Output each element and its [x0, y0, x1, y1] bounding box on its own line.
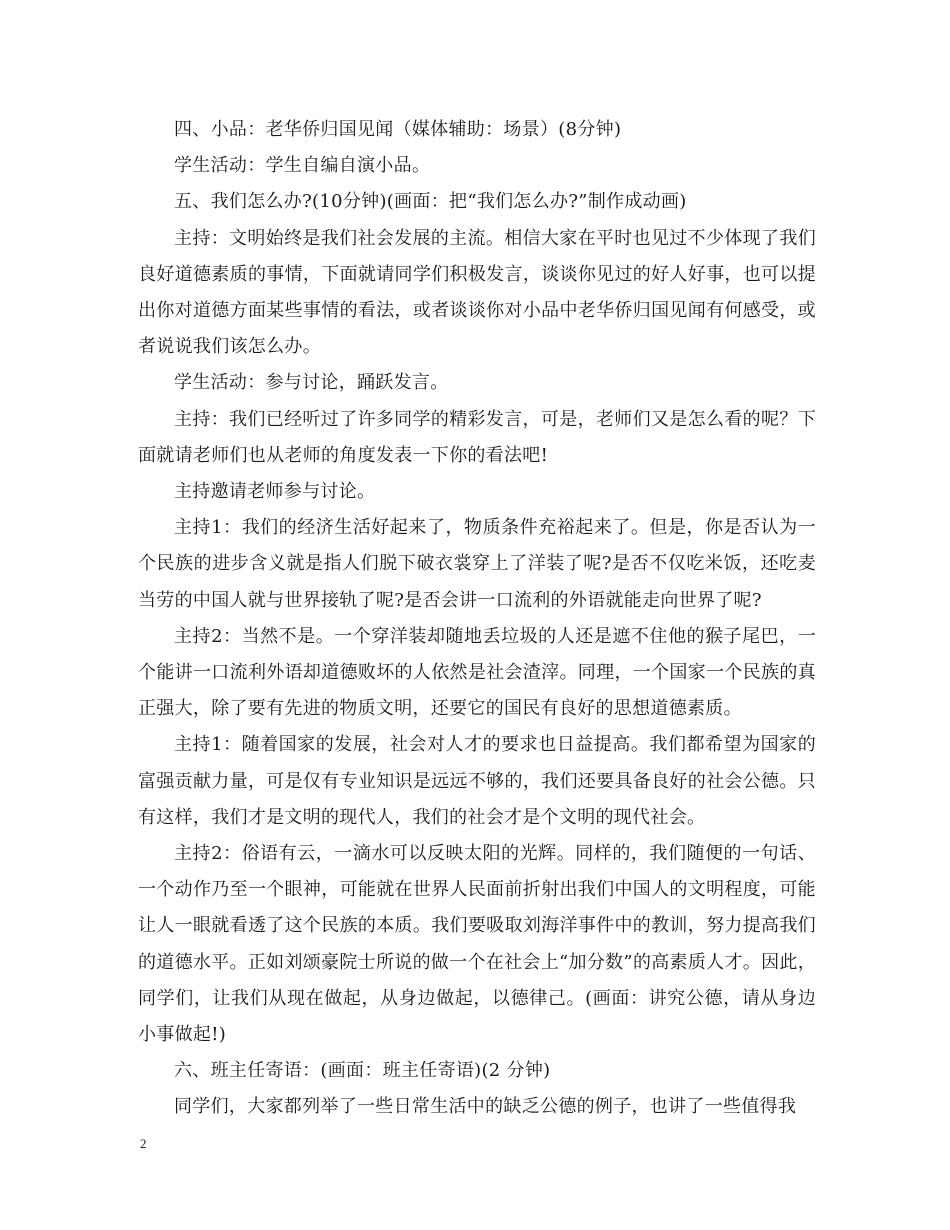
paragraph-host2-of-course-not: 主持2：当然不是。一个穿洋装却随地丢垃圾的人还是遮不住他的猴子尾巴，一个能讲一口流利外语却道德败坏的人依然是社会渣滓。同理，一个国家一个民族的真正强大，除了要有先进的物质文明，还要它的国民有良好的思想道德素质。: [138, 625, 816, 720]
paragraph-host1-talent: 主持1：随着国家的发展，社会对人才的要求也日益提高。我们都希望为国家的富强贡献力量，可是仅有专业知识是远远不够的，我们还要具备良好的社会公德。只有这样，我们才是文明的现代人，我们的社会才是个文明的现代社会。: [138, 734, 816, 828]
paragraph-host1-economy: 主持1：我们的经济生活好起来了，物质条件充裕起来了。但是，你是否认为一个民族的进步含义就是指人们脱下破衣裳穿上了洋装了呢?是否不仅吃米饭，还吃麦当劳的中国人就与世界接轨了呢?是否会讲一口流利的外语就能走向世界了呢?: [138, 517, 816, 611]
page-number: 2: [140, 1136, 147, 1151]
paragraph-section-5-what-to-do: 五、我们怎么办?(10分钟)(画面：把“我们怎么办?”制作成动画): [174, 191, 687, 213]
paragraph-section-4-skit: 四、小品：老华侨归国见闻（媒体辅助：场景）(8分钟): [174, 119, 622, 140]
paragraph-host-teachers-view: 主持：我们已经听过了许多同学的精彩发言，可是，老师们又是怎么看的呢？下面就请老师们也从老师的角度发表一下你的看法吧!: [138, 408, 816, 466]
paragraph-student-discussion: 学生活动：参与讨论，踊跃发言。: [174, 372, 449, 394]
paragraph-host-civilization: 主持：文明始终是我们社会发展的主流。相信大家在平时也见过不少体现了我们良好道德素质的事情，下面就请同学们积极发言，谈谈你见过的好人好事，也可以提出你对道德方面某些事情的看法，或者谈谈你对小品中老华侨归国见闻有何感受，或者说说我们该怎么办。: [138, 227, 816, 358]
paragraph-teacher-message-body: 同学们，大家都列举了一些日常生活中的缺乏公德的例子，也讲了一些值得我: [174, 1096, 797, 1118]
paragraph-invite-teachers: 主持邀请老师参与讨论。: [174, 481, 376, 503]
paragraph-student-skit-activity: 学生活动：学生自编自演小品。: [174, 155, 431, 177]
paragraph-section-6-teacher-message: 六、班主任寄语：(画面：班主任寄语)(2 分钟): [174, 1060, 551, 1082]
document-body: [138, 112, 816, 1126]
paragraph-host2-proverb: 主持2：俗语有云，一滴水可以反映太阳的光辉。同样的，我们随便的一句话、一个动作乃至一个眼神，可能就在世界人民面前折射出我们中国人的文明程度，可能让人一眼就看透了这个民族的本质。我们要吸取刘海洋事件中的教训，努力提高我们的道德水平。正如刘颂豪院士所说的做一个在社会上“加分数”的高素质人才。因此，同学们，让我们从现在做起，从身边做起，以德律己。(画面：讲究公德，请从身边小事做起!): [138, 843, 816, 1046]
